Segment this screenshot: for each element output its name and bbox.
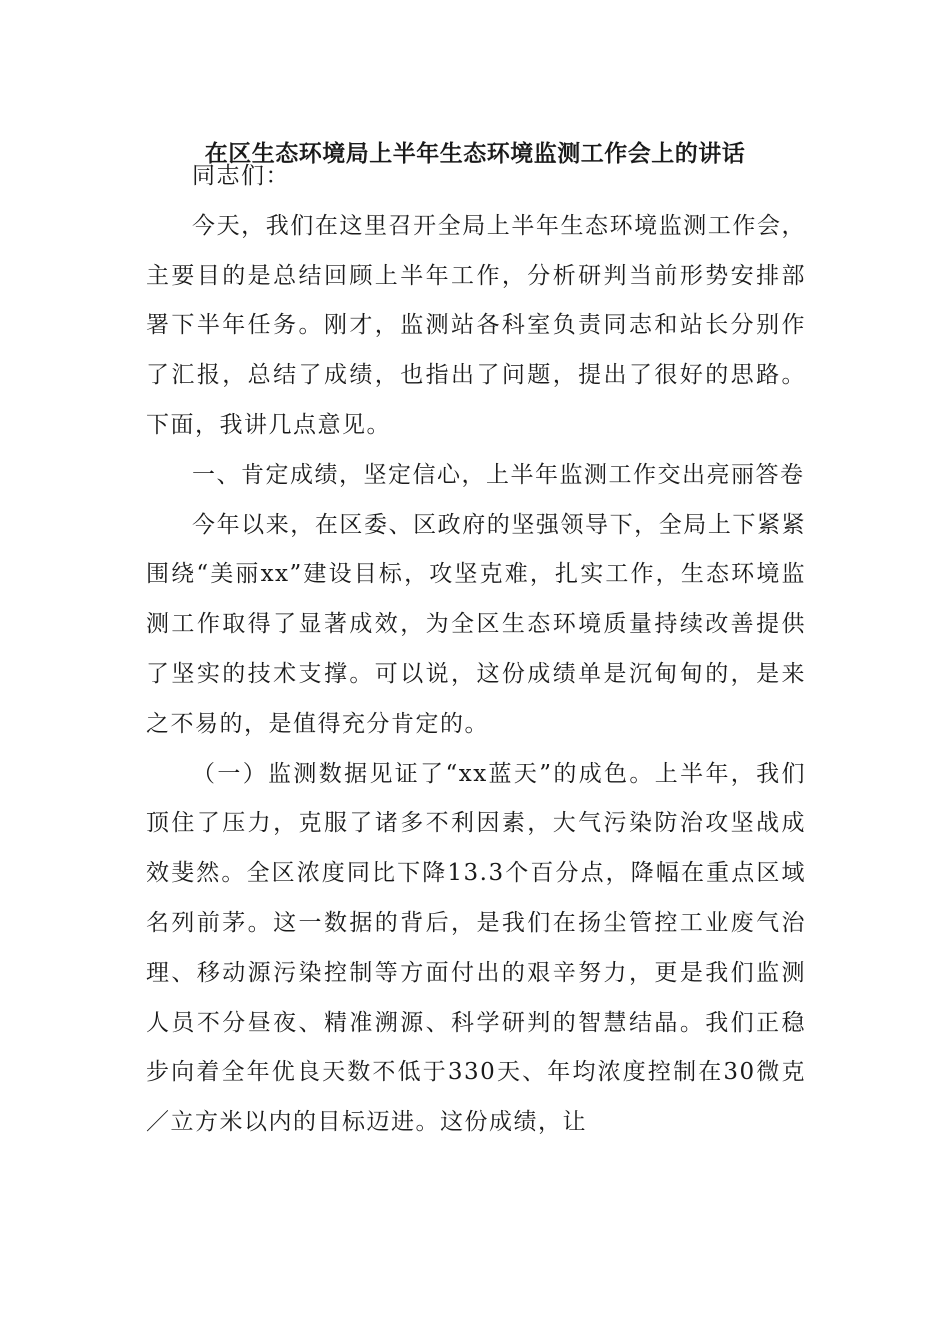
opening-paragraph: 今天，我们在这里召开全局上半年生态环境监测工作会，主要目的是总结回顾上半年工作，分析研判当前形势安排部署下半年任务。刚才，监测站各科室负责同志和站长分别作了汇报，总结了成绩，也指出了问题，提出了很好的思路。下面，我讲几点意见。 <box>146 212 806 438</box>
document-body <box>146 152 806 1148</box>
section-heading-1: 一、肯定成绩，坚定信心，上半年监测工作交出亮丽答卷 <box>192 461 805 488</box>
subsection-paragraph-1: （一）监测数据见证了“xx蓝天”的成色。上半年，我们顶住了压力，克服了诸多不利因素，大气污染防治攻坚战成效斐然。全区浓度同比下降13.3个百分点，降幅在重点区域名列前茅。这一数据的背后，是我们在扬尘管控工业废气治理、移动源污染控制等方面付出的艰辛努力，更是我们监测人员不分昼夜、精准溯源、科学研判的智慧结晶。我们正稳步向着全年优良天数不低于330天、年均浓度控制在30微克／立方米以内的目标迈进。这份成绩，让 <box>146 760 806 1136</box>
achievements-paragraph: 今年以来，在区委、区政府的坚强领导下，全局上下紧紧围绕“美丽xx”建设目标，攻坚克难，扎实工作，生态环境监测工作取得了显著成效，为全区生态环境质量持续改善提供了坚实的技术支撑。可以说，这份成绩单是沉甸甸的，是来之不易的，是值得充分肯定的。 <box>146 511 806 737</box>
document-title: 在区生态环境局上半年生态环境监测工作会上的讲话 <box>204 140 746 167</box>
salutation-paragraph: 同志们： <box>192 163 290 189</box>
